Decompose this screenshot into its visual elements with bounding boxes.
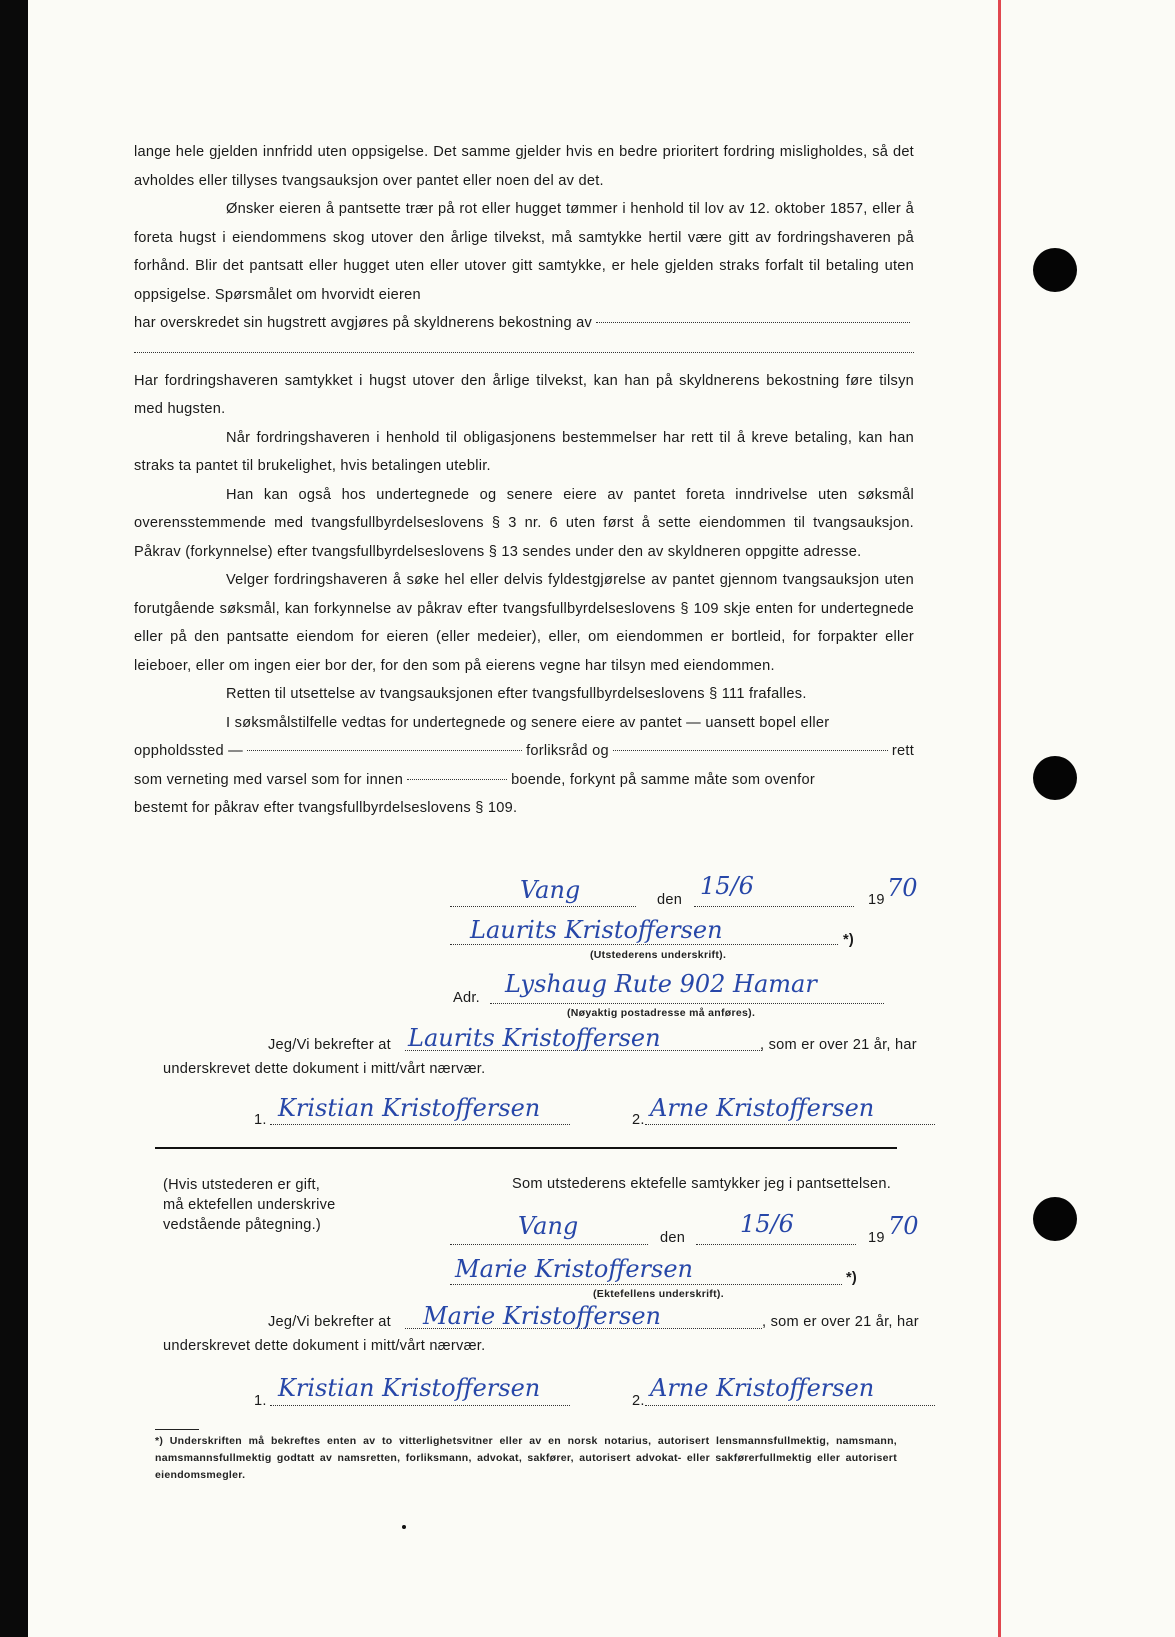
punch-hole xyxy=(1033,248,1077,292)
notice-line: som verneting med varsel som for innen boende, forkynt på samme måte som ovenfor xyxy=(134,771,815,788)
section-divider xyxy=(155,1147,897,1149)
paragraph-8: I søksmålstilfelle vedtas for undertegnede og senere eiere av pantet — uansett bopel eller xyxy=(226,714,830,731)
punch-hole xyxy=(1033,756,1077,800)
spouse-year: 70 xyxy=(888,1212,919,1240)
issuer-witness-1: Kristian Kristoffersen xyxy=(278,1094,541,1122)
venue-line: oppholdssted — forliksråd og rett xyxy=(134,743,915,759)
footnote-rule xyxy=(155,1429,199,1430)
paragraph-2-last-line: har overskredet sin hugstrett avgjøres på skyldnerens bekostning av xyxy=(134,309,914,338)
paragraph-8-end: bestemt for påkrav efter tvangsfullbyrdelseslovens § 109. xyxy=(134,800,518,816)
paragraph-2: Ønsker eieren å pantsette trær på rot eller hugget tømmer i henhold til lov av 12. oktober 1857, eller å foreta hugst i eiendommens skog utover den årlige tilvekst, må samtykke hertil være gitt av fordringshaveren på forhånd. Blir det pantsatt eller hugget uten eller utover gitt samtykke, er hele gjelden straks forfalt til betaling uten oppsigelse. Spørsmålet om hvorvidt eieren xyxy=(134,201,914,303)
issuer-year: 70 xyxy=(887,874,918,902)
ink-dot xyxy=(402,1525,406,1529)
paragraph-4: Når fordringshaveren i henhold til obligasjonens bestemmelser har rett til å kreve betaling, kan han straks ta pantet til brukelighet, hvis betalingen uteblir. xyxy=(134,429,914,474)
spouse-witness-1: Kristian Kristoffersen xyxy=(278,1374,541,1402)
issuer-place: Vang xyxy=(520,876,581,904)
issuer-confirmed-name: Laurits Kristoffersen xyxy=(408,1024,661,1052)
paragraph-5: Han kan også hos undertegnede og senere eiere av pantet foreta inndrivelse uten søksmål overensstemmende med tvangsfullbyrdelseslovens § 3 nr. 6 uten først å sette eiendommen til tvangsauksjon. Påkrav (forkynnelse) efter tvangsfullbyrdelseslovens § 13 sendes under den av skyldneren oppgitte adresse. xyxy=(134,486,914,560)
spouse-note: (Hvis utstederen er gift, må ektefellen underskrive vedstående påtegning.) xyxy=(163,1177,336,1233)
issuer-date: 15/6 xyxy=(700,872,754,900)
issuer-witness-2: Arne Kristoffersen xyxy=(650,1094,875,1122)
margin-line xyxy=(998,0,1001,1637)
issuer-address: Lyshaug Rute 902 Hamar xyxy=(505,970,817,998)
paragraph-3: Har fordringshaveren samtykket i hugst utover den årlige tilvekst, kan han på skyldnerens bekostning føre tilsyn med hugsten. xyxy=(134,372,914,417)
spouse-signature: Marie Kristoffersen xyxy=(455,1255,694,1283)
spouse-confirmed-name: Marie Kristoffersen xyxy=(423,1302,662,1330)
spouse-date: 15/6 xyxy=(740,1210,794,1238)
spouse-consent: Som utstederens ektefelle samtykker jeg i pantsettelsen. xyxy=(512,1176,892,1192)
punch-hole xyxy=(1033,1197,1077,1241)
paragraph-7: Retten til utsettelse av tvangsauksjonen efter tvangsfullbyrdelseslovens § 111 frafalles. xyxy=(226,686,807,702)
paragraph-6: Velger fordringshaveren å søke hel eller delvis fyldestgjørelse av pantet gjennom tvangsauksjon uten forutgående søksmål, kan forkynnelse av påkrav efter tvangsfullbyrdelseslovens § 109 skje enten for undertegnede eller på den pantsatte eiendom for eieren (eller medeier), eller, om eiendommen er bortleid, for forpakter eller leieboer, eller om ingen eier bor der, for den som på eierens vegne har tilsyn med eiendommen. xyxy=(134,572,914,674)
paragraph-1: lange hele gjelden innfridd uten oppsigelse. Det samme gjelder hvis en bedre prioritert fordring misligholdes, så det avholdes eller tillyses tvangsauksjon over pantet eller noen del av det. xyxy=(134,144,914,189)
issuer-signature: Laurits Kristoffersen xyxy=(470,916,723,944)
spouse-witness-2: Arne Kristoffersen xyxy=(650,1374,875,1402)
footnote: *) Underskriften må bekreftes enten av to vitterlighetsvitner eller av en norsk notarius, autorisert lensmannsfullmektig, namsmann, namsmannsfullmektig godtatt av namsretten, forliksmann, advokat, sakfører, autorisert advokat- eller sakførerfullmektig eller autorisert eiendomsmegler. xyxy=(155,1435,897,1481)
blank-line xyxy=(134,338,914,353)
spouse-place: Vang xyxy=(518,1212,579,1240)
body-text xyxy=(134,138,914,823)
